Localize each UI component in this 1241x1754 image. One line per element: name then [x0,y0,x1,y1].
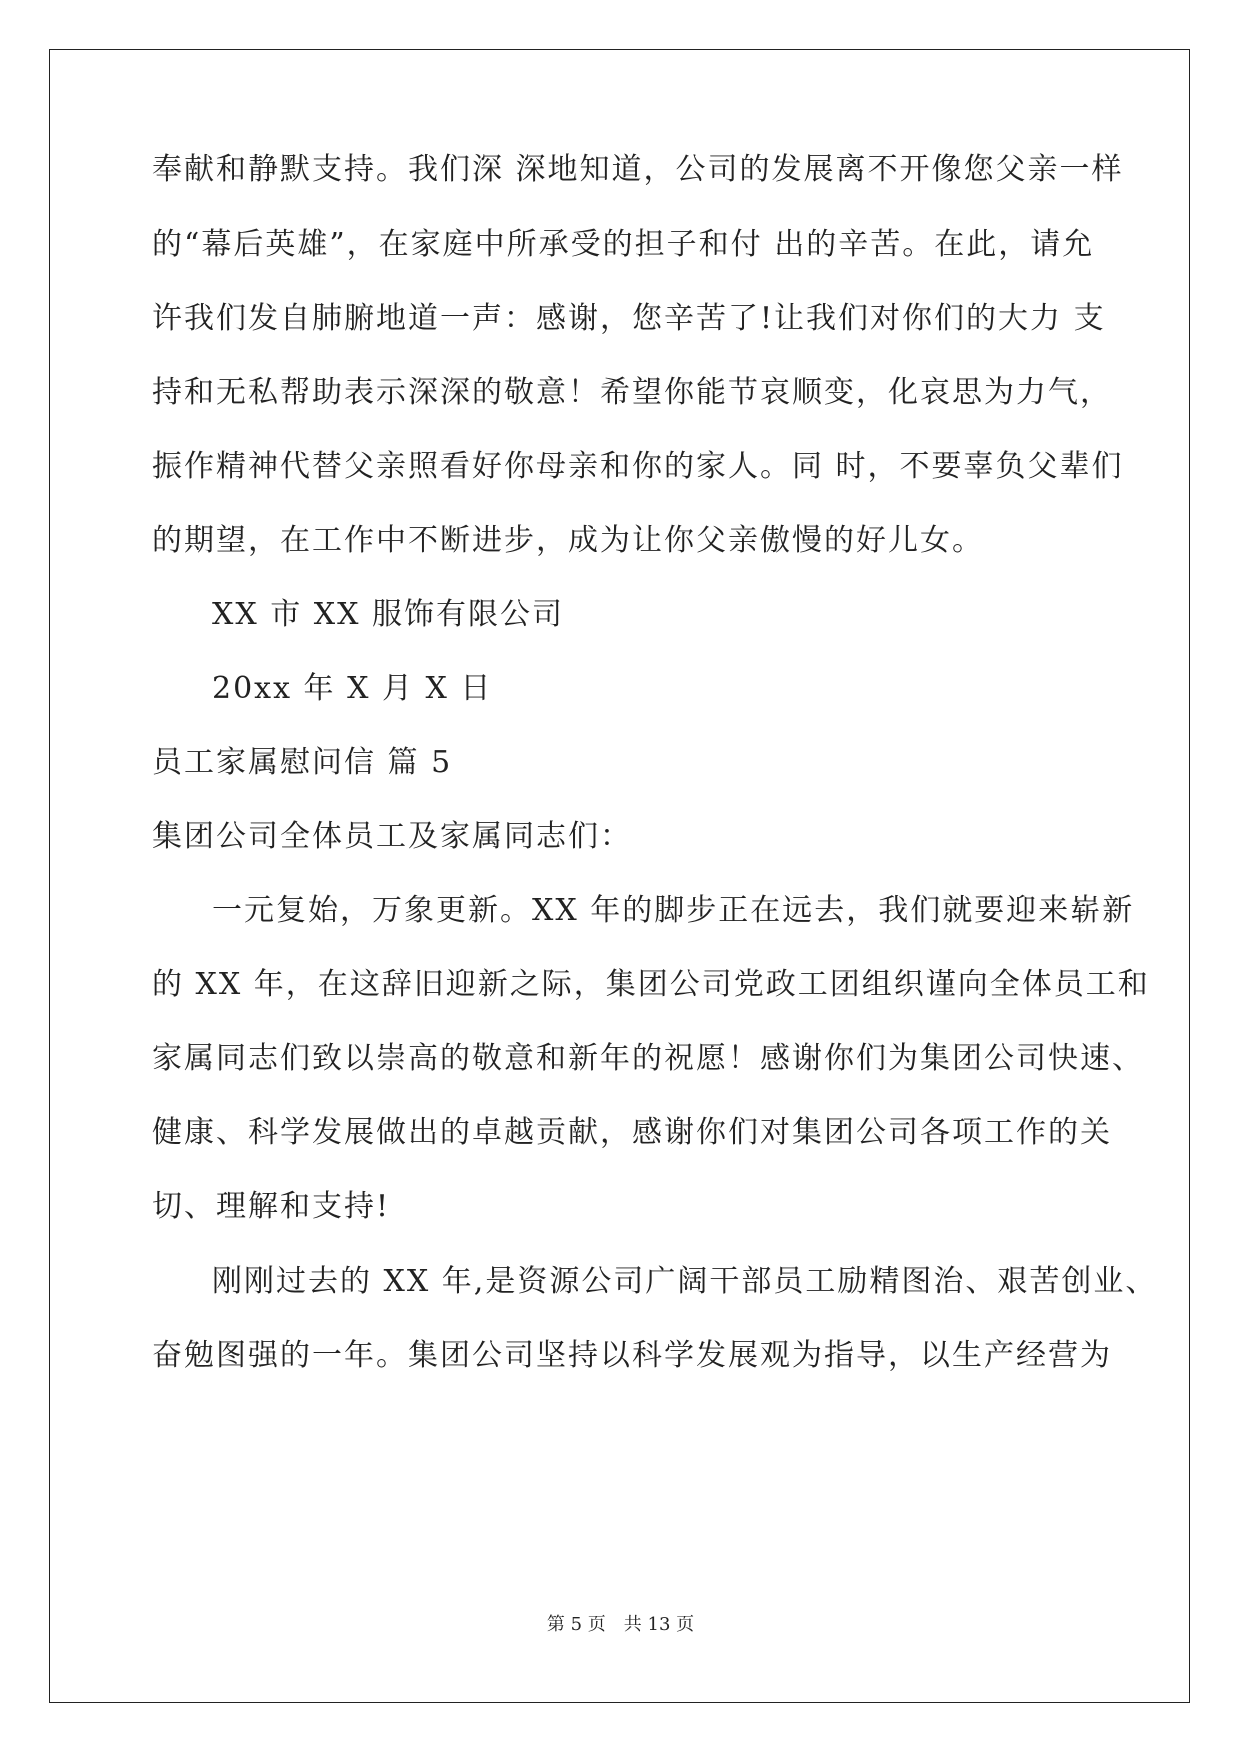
body-line: 切、理解和支持! [152,1189,391,1224]
body-line: 家属同志们致以崇高的敬意和新年的祝愿！感谢你们为集团公司快速、 [152,1041,1144,1076]
body-line: 奋勉图强的一年。集团公司坚持以科学发展观为指导，以生产经营为 [152,1338,1112,1373]
signature-company: XX 市 XX 服饰有限公司 [212,597,565,632]
page-number-footer: 第 5 页 共 13 页 [546,1614,695,1635]
body-line: 刚刚过去的 XX 年,是资源公司广阔干部员工励精图治、艰苦创业、 [212,1264,1158,1299]
body-line: 许我们发自肺腑地道一声：感谢，您辛苦了!让我们对你们的大力 支 [152,301,1106,336]
body-line: 的期望，在工作中不断进步，成为让你父亲傲慢的好儿女。 [152,523,984,558]
body-line: 的“幕后英雄”，在家庭中所承受的担子和付 出的辛苦。在此，请允 [152,227,1095,262]
body-line: 振作精神代替父亲照看好你母亲和你的家人。同 时，不要辜负父辈们 [152,449,1124,484]
body-line: 健康、科学发展做出的卓越贡献，感谢你们对集团公司各项工作的关 [152,1115,1112,1150]
body-line: 的 XX 年，在这辞旧迎新之际，集团公司党政工团组织谨向全体员工和 [152,967,1150,1002]
page-border [49,49,1190,1703]
salutation: 集团公司全体员工及家属同志们： [152,819,632,854]
signature-date: 20xx 年 X 月 X 日 [212,671,493,706]
body-line: 一元复始，万象更新。XX 年的脚步正在远去，我们就要迎来崭新 [212,893,1135,928]
section-heading: 员工家属慰问信 篇 5 [152,745,453,780]
body-line: 奉献和静默支持。我们深 深地知道，公司的发展离不开像您父亲一样 [152,152,1124,187]
body-line: 持和无私帮助表示深深的敬意！希望你能节哀顺变，化哀思为力气， [152,375,1112,410]
